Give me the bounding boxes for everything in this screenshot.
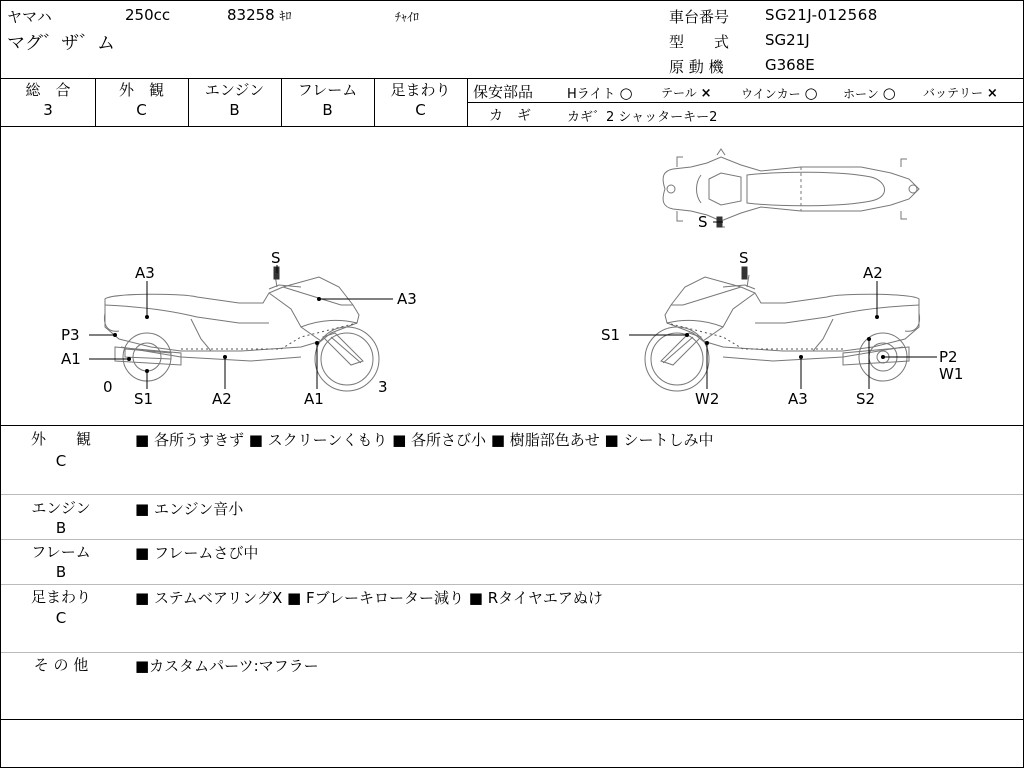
grade-value: B <box>229 101 240 119</box>
displacement: 250cc <box>125 6 171 24</box>
grade-label: エンジン <box>204 81 265 99</box>
safety-headlight: Hライト ○ <box>567 84 633 102</box>
diagram-label: P3 <box>61 326 80 344</box>
safety-horn: ホーン ○ <box>843 84 896 102</box>
diagram-label: S2 <box>856 390 876 408</box>
type-label: 型 式 <box>669 33 730 51</box>
grade-value: 3 <box>43 101 53 119</box>
diagram-label: A3 <box>135 264 155 282</box>
section-label: フレーム <box>31 543 91 561</box>
section-engine <box>1 495 1023 539</box>
safety-tail: テール × <box>661 86 712 101</box>
diagram-label: S <box>271 249 281 267</box>
section-grade: C <box>55 609 67 627</box>
divider <box>467 102 1023 103</box>
section-suspension <box>1 585 1023 651</box>
key-value: カギ゛2 シャッターキー2 <box>567 110 718 125</box>
diagram-label: S1 <box>601 326 621 344</box>
grade-value: C <box>136 101 147 119</box>
section-label: 足まわり <box>30 588 91 606</box>
model-name: マグ゛ザ゛ム <box>7 33 115 54</box>
diagram-label: A1 <box>61 350 81 368</box>
section-text: ■ ステムベアリングX ■ Fブレーキローター減り ■ Rタイヤエアぬけ <box>135 589 603 607</box>
diagram-label: W2 <box>695 390 720 408</box>
diagram-label: S1 <box>134 390 154 408</box>
safety-winker: ウインカー ○ <box>741 84 818 102</box>
engine-label: 原 動 機 <box>669 58 724 76</box>
scooter-right-view <box>645 275 920 391</box>
grade-value: B <box>322 101 333 119</box>
section-label: 外 観 <box>30 430 91 448</box>
section-grade: B <box>55 563 67 581</box>
diagram-label: A3 <box>788 390 808 408</box>
mileage <box>227 6 292 24</box>
grade-total <box>1 80 95 120</box>
divider <box>1 719 1023 720</box>
diagram-label: 0 <box>103 378 113 396</box>
grade-appearance <box>95 80 188 120</box>
diagram-label: A2 <box>863 264 883 282</box>
mileage-value: 83258 <box>227 6 275 24</box>
frame-no-label: 車台番号 <box>669 8 730 26</box>
frame-no: SG21J-012568 <box>765 6 878 24</box>
section-grade: B <box>55 519 67 537</box>
diagram-label: A2 <box>212 390 232 408</box>
section-other <box>1 653 1023 719</box>
handle-mark <box>742 267 747 279</box>
section-appearance <box>1 426 1023 494</box>
color: ﾁｬｲﾛ <box>395 10 420 24</box>
safety-label: 保安部品 <box>473 83 534 101</box>
divider <box>1 78 1023 79</box>
diagram-label: A3 <box>397 290 417 308</box>
grade-frame <box>281 80 374 120</box>
key-label: カ ギ <box>489 108 531 124</box>
section-label: そ の 他 <box>33 656 89 674</box>
engine-value: G368E <box>765 56 815 74</box>
grade-engine <box>188 80 281 120</box>
diagram-label: S <box>698 213 708 231</box>
mileage-unit: ｷﾛ <box>279 9 292 23</box>
diagram-label: S <box>739 249 749 267</box>
section-label: エンジン <box>31 499 91 517</box>
grade-label: 総 合 <box>25 81 71 99</box>
section-frame <box>1 540 1023 584</box>
section-text: ■カスタムパーツ:マフラー <box>135 657 319 675</box>
safety-battery: バッテリー × <box>923 86 998 101</box>
section-text: ■ 各所うすきず ■ スクリーンくもり ■ 各所さび小 ■ 樹脂部色あせ ■ シートしみ中 <box>135 431 714 449</box>
diagram-label: A1 <box>304 390 324 408</box>
damage-diagram <box>1 127 1023 425</box>
grade-label: 外 観 <box>118 81 164 99</box>
maker: ヤマハ <box>7 8 52 26</box>
diagram-label: P2 <box>939 348 958 366</box>
grade-suspension <box>374 80 467 120</box>
grade-label: 足まわり <box>390 81 451 99</box>
grade-value: C <box>415 101 426 119</box>
scooter-left-view <box>104 275 379 391</box>
type-value: SG21J <box>765 31 810 49</box>
diagram-label: W1 <box>939 365 964 383</box>
section-grade: C <box>55 452 67 470</box>
section-text: ■ エンジン音小 <box>135 500 244 518</box>
diagram-label: 3 <box>378 378 388 396</box>
grade-label: フレーム <box>297 81 358 99</box>
section-text: ■ フレームさび中 <box>135 544 259 562</box>
